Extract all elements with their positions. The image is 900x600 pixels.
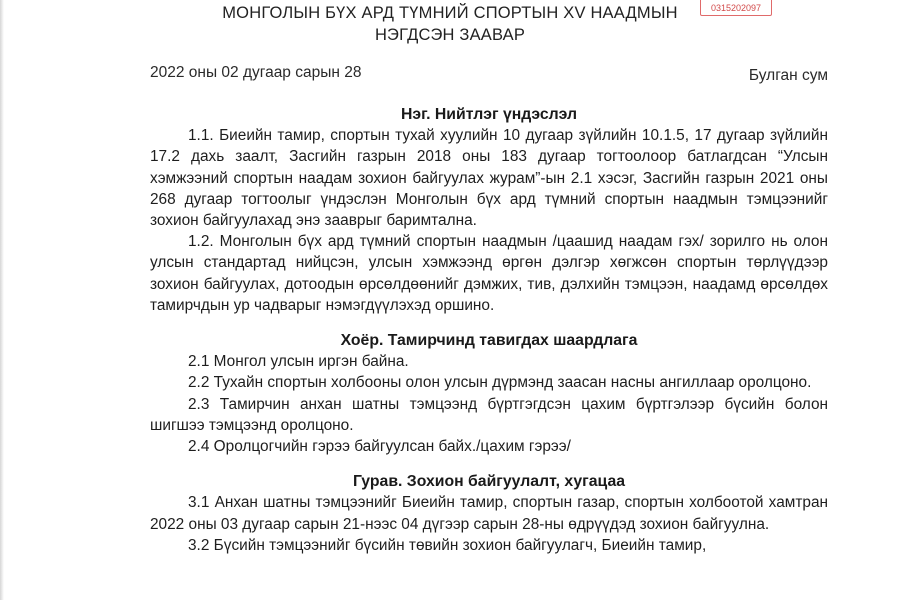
section-1: [150, 104, 828, 316]
document-place: Булган сум: [748, 67, 828, 84]
section-3: [150, 471, 828, 556]
section-heading: Хоёр. Тамирчинд тавигдах шаардлага: [340, 332, 638, 350]
document-date: 2022 оны 02 дугаар сарын 28: [150, 64, 362, 81]
paragraph-3-2: 3.2 Бүсийн тэмцээнийг бүсийн төвийн зохион байгуулагч, Биеийн тамир,: [188, 536, 707, 554]
paragraph-3-1: 3.1 Анхан шатны тэмцээнийг Биеийн тамир, спортын газар, спортын холбоотой хамтран 2022 оны 03 дугаар сарын 21-нээс 04 дүгээр сарын 28-ны өдрүүдэд зохион байгуулна.: [150, 494, 828, 533]
title-line-1: МОНГОЛЫН БҮХ АРД ТҮМНИЙ СПОРТЫН XV НААДМЫН: [222, 4, 678, 22]
paragraph-2-1: 2.1 Монгол улсын иргэн байна.: [188, 353, 409, 371]
paragraph-2-2: 2.2 Тухайн спортын холбооны олон улсын дүрмэнд заасан насны ангиллаар оролцоно.: [188, 374, 812, 392]
section-heading: Нэг. Нийтлэг үндэслэл: [400, 106, 578, 123]
paragraph-2-4: 2.4 Оролцогчийн гэрээ байгуулсан байх./цахим гэрээ/: [188, 438, 571, 456]
title-line-2: НЭГДСЭН ЗААВАР: [374, 26, 526, 44]
paragraph-2-3: 2.3 Тамирчин анхан шатны тэмцээнд бүртгэгдсэн цахим бүртгэлээр бүсийн болон шигшээ тэмцээнд оролцоно.: [150, 395, 828, 434]
stamp-text: 0315202097: [710, 3, 762, 13]
scan-edge: [0, 0, 4, 600]
section-heading: Гурав. Зохион байгуулалт, хугацаа: [352, 473, 626, 491]
paragraph-1-2: 1.2. Монголын бүх ард түмний спортын наадмын /цаашид наадам гэх/ зорилго нь олон улсын стандартад нийцсэн, улсын хэмжээнд өргөн дэлгэр хөгжсөн спортын төрлүүдээр зохион байгуулах, дотоодын өрсөлдөөнийг дэмжих, тив, дэлхийн тэмцээн, наадамд өрсөлдөх тамирчдын ур чадварыг нэмэгдүүлэхэд оршино.: [150, 233, 828, 314]
section-2: [150, 330, 828, 457]
paragraph-1-1: 1.1. Биеийн тамир, спортын тухай хуулийн 10 дугаар зүйлийн 10.1.5, 17 дугаар зүйлийн 17.2 дахь заалт, Засгийн газрын 2018 оны 183 дугаар тогтоолоор батлагдсан “Улсын хэмжээний спортын наадам зохион байгуулах журам”-ын 2.1 хэсэг, Засгийн газрын 2021 оны 268 дугаар тогтоолыг үндэслэн Монголын бүх ард түмний спортын наадмын тэмцээнийг зохион байгуулахад энэ зааврыг баримтална.: [150, 127, 828, 230]
document-title: [0, 2, 900, 46]
document-body: [150, 104, 828, 556]
